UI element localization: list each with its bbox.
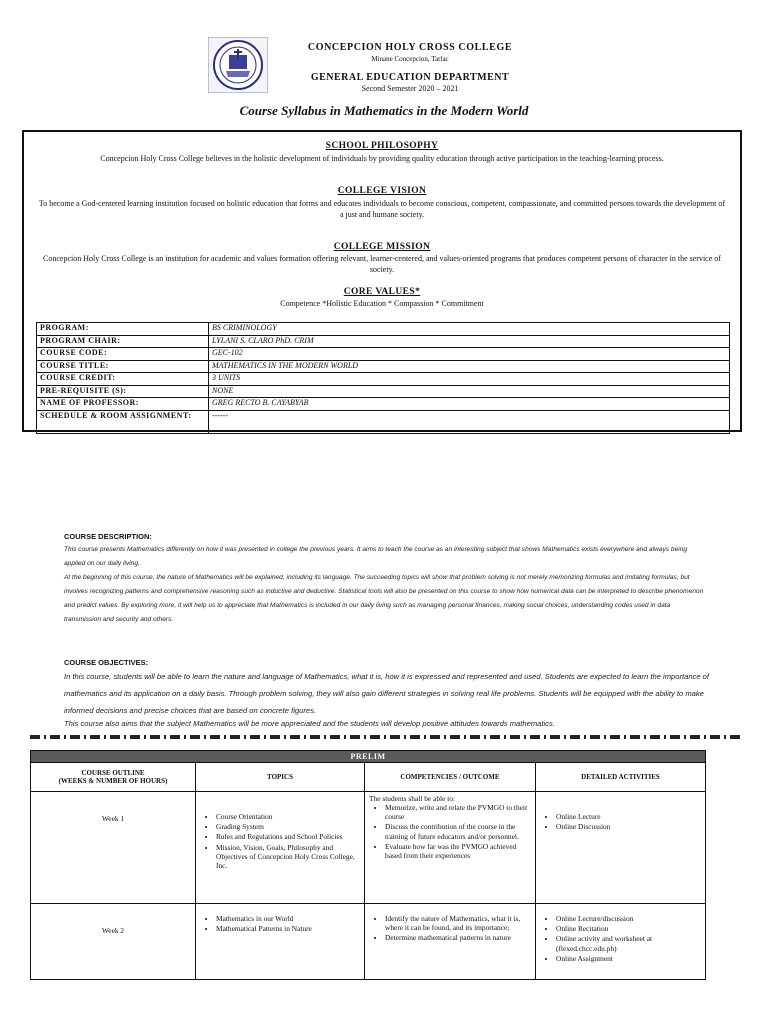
info-label: COURSE CODE: (37, 348, 209, 361)
list-item: • Evaluate how far was the PVMGO achieved based from their experiences (385, 842, 531, 860)
table-row (37, 323, 730, 336)
list-item: • Online Lecture/discussion (556, 914, 701, 923)
week-2-competencies (365, 904, 536, 980)
dashed-divider (30, 735, 742, 739)
table-row (31, 792, 706, 904)
info-value: LYLANI S. CLARO PhD. CRIM (209, 335, 730, 348)
table-row (37, 410, 730, 433)
info-label: PROGRAM CHAIR: (37, 335, 209, 348)
competency-lead: The students shall be able to: (369, 794, 455, 803)
list-item: • Online Assignment (556, 954, 701, 963)
table-row (37, 398, 730, 411)
info-value: MATHEMATICS IN THE MODERN WORLD (209, 360, 730, 373)
list-item: • Memorize, write and relate the PVMGO to their course (385, 803, 531, 821)
philosophy-heading: SCHOOL PHILOSOPHY (325, 141, 439, 151)
objectives-heading: COURSE OBJECTIVES: (64, 658, 149, 667)
info-label: COURSE TITLE: (37, 360, 209, 373)
vision-heading: COLLEGE VISION (337, 186, 427, 196)
list-item: • Determine mathematical patterns in nature (385, 933, 531, 942)
core-values-heading: CORE VALUES* (343, 287, 421, 297)
table-row (37, 360, 730, 373)
column-header-outline (31, 763, 196, 792)
philosophy-text: Concepcion Holy Cross College believes in the holistic development of individuals by providing quality education through active participation in the teaching-learning process. (100, 154, 664, 163)
list-item: • Mathematical Patterns in Nature (216, 924, 360, 933)
mission-text: Concepcion Holy Cross College is an institution for academic and values formation offering relevant, learner-centered, and values-oriented programs that produces competent persons of character in the service of society. (43, 254, 721, 274)
table-row (37, 348, 730, 361)
semester: Second Semester 2020 – 2021 (361, 84, 459, 93)
table-row (31, 904, 706, 980)
info-value: BS CRIMINOLOGY (209, 323, 730, 336)
list-item: • Identify the nature of Mathematics, what it is, where it can be found, and its importance; (385, 914, 531, 932)
info-label: PROGRAM: (37, 323, 209, 336)
column-header-competencies: COMPETENCIES / OUTCOME (365, 763, 536, 792)
column-header-activities: DETAILED ACTIVITIES (536, 763, 706, 792)
mission-heading: COLLEGE MISSION (333, 242, 431, 252)
vision-text: To become a God-centered learning institution focused on holistic education that forms and educates individuals to become conscious, competent, compassionate, and committed persons towards the development of a just and humane society. (38, 199, 726, 219)
description-paragraph-1: This course presents Mathematics differently on how it was presented in college the previous years. It aims to teach the course as an interesting subject that shows Mathematics exists everywhere and always being applied on our daily living. (64, 546, 688, 567)
description-paragraph-2: At the beginning of this course, the nature of Mathematics will be explained, including its language. The succeeding topics will show that problem solving is not merely memorizing formulas and imitating formulas, but involves recognizing patterns and comprehensive reasoning such as inductive and deductive. Statistical tools will also be presented on this course to show how numerical data can be interpreted to describe phenomenon and predict values. By exploring more, it will help us to appreciate that Mathematics is included in our daily living such as managing personal finances, making social choices, understanding codes used in data transmission and security and others. (64, 574, 704, 623)
info-label: NAME OF PROFESSOR: (37, 398, 209, 411)
info-value: ------ (209, 410, 730, 433)
list-item: • Online Discussion (556, 822, 701, 831)
info-label: PRE-REQUISITE (S): (37, 385, 209, 398)
info-label: COURSE CREDIT: (37, 373, 209, 386)
list-item: • Mathematics in our World (216, 914, 360, 923)
philosophy-box (22, 130, 742, 432)
list-item: • Online Recitation (556, 924, 701, 933)
list-item: • Mission, Vision, Goals, Philosophy and Objectives of Concepcion Holy Cross College, Inc. (216, 843, 360, 871)
list-item: • Online activity and worksheet at (flexed.chcc.edu.ph) (556, 934, 701, 952)
week-1-activities (536, 792, 706, 904)
list-item: • Rules and Regulations and School Policies (216, 832, 360, 841)
column-header-outline-title: COURSE OUTLINE (81, 769, 145, 777)
info-label: SCHEDULE & ROOM ASSIGNMENT: (37, 410, 209, 433)
week-1-label: Week 1 (31, 792, 196, 904)
prelim-header: PRELIM (31, 751, 706, 763)
list-item: • Course Orientation (216, 812, 360, 821)
table-row (37, 373, 730, 386)
course-info-table (36, 322, 730, 434)
info-value: GREG RECTO B. CAYABYAB (209, 398, 730, 411)
syllabus-title: Course Syllabus in Mathematics in the Modern World (239, 103, 529, 118)
table-row (37, 335, 730, 348)
list-item: • Discuss the contribution of the course in the training of future educators and/or personnel. (385, 822, 531, 840)
college-address: Minane Concepcion, Tarlac (371, 55, 449, 63)
list-item: • Online Lecture (556, 812, 701, 821)
info-value: NONE (209, 385, 730, 398)
column-header-outline-sub: (WEEKS & NUMBER OF HOURS) (58, 777, 168, 785)
list-item: • Grading System (216, 822, 360, 831)
week-1-competencies (365, 792, 536, 904)
info-value: 3 UNITS (209, 373, 730, 386)
core-values-text: Competence *Holistic Education * Compassion * Commitment (280, 299, 484, 308)
department-name: GENERAL EDUCATION DEPARTMENT (310, 72, 510, 83)
week-1-topics (196, 792, 365, 904)
description-heading: COURSE DESCRIPTION: (64, 532, 152, 541)
course-outline-table (30, 750, 706, 980)
info-value: GEC-102 (209, 348, 730, 361)
column-header-topics: TOPICS (196, 763, 365, 792)
objectives-paragraph-2: This course also aims that the subject Mathematics will be more appreciated and the students will develop positive attitudes towards mathematics. (64, 719, 555, 728)
objectives-paragraph-1: In this course, students will be able to learn the nature and language of Mathematics, what it is, how it is expressed and represented and used. Students are expected to learn the importance of mathematics and its application on a daily basis. Through problem solving, they will also gain different strategies in solving real life problems. Students will be equipped with the ability to make informed decisions and precise choices that are based on concrete figures. (64, 672, 710, 715)
week-2-topics (196, 904, 365, 980)
week-2-label: Week 2 (31, 904, 196, 980)
college-name: CONCEPCION HOLY CROSS COLLEGE (307, 42, 513, 53)
table-row (37, 385, 730, 398)
week-2-activities (536, 904, 706, 980)
